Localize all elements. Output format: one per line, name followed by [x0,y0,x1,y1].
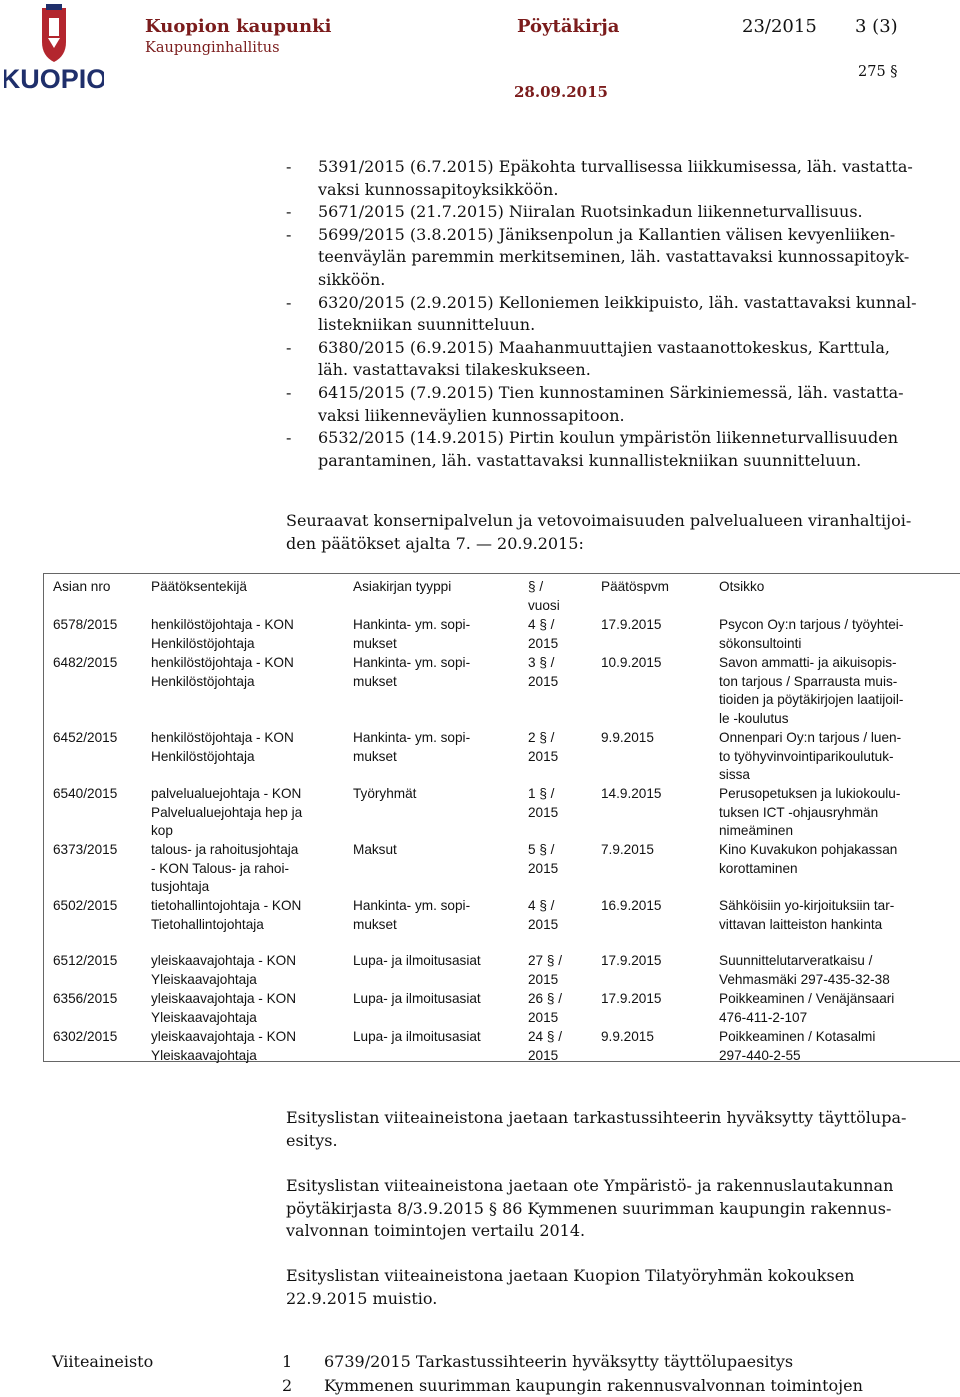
table-cell: 5 § / 2015 [528,842,559,876]
text-line: Esityslistan viiteaineistona jaetaan tarkastussihteerin hyväksytty täyttölupa- [286,1108,907,1127]
column-header: Päätöksentekijä [151,579,247,594]
table-cell: Savon ammatti- ja aikuisopis- ton tarjous / Sparrausta muis- tioiden ja pöytäkirjojen laatijoil- le -koulutus [719,655,904,726]
kuopio-logo [4,2,104,94]
list-item-text: sikköön. [318,269,386,289]
list-item [286,337,946,382]
list-item-text: läh. vastattavaksi tilakeskukseen. [318,360,591,380]
table-cell: 17.9.2015 [601,617,662,632]
table-cell: Psycon Oy:n tarjous / työyhtei- sökonsultointi [719,617,904,651]
list-dash: - [286,337,292,357]
text-line: 22.9.2015 muistio. [286,1288,438,1308]
table-cell: henkilöstöjohtaja - KON Henkilöstöjohtaja [151,617,294,651]
list-item [286,382,946,427]
column-header: Asiakirjan tyyppi [353,579,452,594]
column-header: Päätöspvm [601,579,670,594]
table-cell: yleiskaavajohtaja - KON Yleiskaavajohtaja [151,953,297,987]
table-cell: 2 § / 2015 [528,730,559,764]
list-item-text: 5699/2015 (3.8.2015) Jäniksenpolun ja Kallantien välisen kevyenliiken- [318,224,896,244]
table-cell: 6578/2015 [53,617,118,632]
organization-name: Kuopion kaupunki [145,16,332,37]
list-item [286,201,946,224]
decisions-table [43,573,960,1062]
paragraph-number: 275 § [858,64,898,80]
list-item [286,427,946,472]
footer-item-text: Kymmenen suurimman kaupungin rakennusvalvonnan toimintojen [324,1376,863,1395]
text-line: pöytäkirjasta 8/3.9.2015 § 86 Kymmenen suurimman kaupungin rakennus- [286,1198,892,1218]
table-cell: Onnenpari Oy:n tarjous / luen- to työhyvinvointiparikoulutuk- sissa [719,730,902,783]
table-cell: 6452/2015 [53,730,118,745]
paragraph-1 [286,1107,950,1152]
table-cell: 6512/2015 [53,953,118,968]
table-cell: 6373/2015 [53,842,118,857]
list-item-text: 6532/2015 (14.9.2015) Pirtin koulun ympäristön liikenneturvallisuuden [318,428,898,448]
page-number: 3 (3) [855,16,898,37]
decisions-intro [286,510,950,555]
table-cell: 17.9.2015 [601,991,662,1006]
table-cell: 16.9.2015 [601,898,662,913]
table-cell: Hankinta- ym. sopi- mukset [353,617,471,651]
table-cell: Kino Kuvakukon pohjakassan korottaminen [719,842,898,876]
table-cell: 6540/2015 [53,786,118,801]
footer-item-text: 6739/2015 Tarkastussihteerin hyväksytty täyttölupaesitys [324,1352,794,1371]
table-cell: palvelualuejohtaja - KON Palvelualuejohtaja hep ja kop [151,786,303,839]
table-cell: 4 § / 2015 [528,617,559,651]
table-cell: Hankinta- ym. sopi- mukset [353,898,471,932]
text-line: esitys. [286,1130,338,1150]
table-cell: 10.9.2015 [601,655,662,670]
table-cell: 6482/2015 [53,655,118,670]
table-cell: Sähköisiin yo-kirjoituksiin tar- vittavan laitteiston hankinta [719,898,895,932]
table-cell: Lupa- ja ilmoitusasiat [353,991,481,1006]
list-item-text: teenväylän paremmin merkitseminen, läh. vastattavaksi kunnossapitoyk- [318,247,910,267]
list-dash: - [286,428,292,448]
column-header: § / vuosi [528,579,560,613]
table-cell: 14.9.2015 [601,786,662,801]
list-item-text: vaksi kunnossapitoyksikköön. [318,179,559,199]
list-item-text: 6320/2015 (2.9.2015) Kelloniemen leikkipuisto, läh. vastattavaksi kunnal- [318,292,917,312]
table-cell: 6302/2015 [53,1029,118,1044]
table-cell: 4 § / 2015 [528,898,559,932]
list-item-text: 5671/2015 (21.7.2015) Niiralan Ruotsinkadun liikenneturvallisuus. [318,202,863,222]
table-cell: 3 § / 2015 [528,655,559,689]
document-type: Pöytäkirja [517,16,620,37]
list-dash: - [286,202,292,222]
table-cell: henkilöstöjohtaja - KON Henkilöstöjohtaja [151,655,294,689]
list-item [286,292,946,337]
table-cell: yleiskaavajohtaja - KON Yleiskaavajohtaja [151,1029,297,1063]
table-cell: 27 § / 2015 [528,953,563,987]
table-cell: Maksut [353,842,397,857]
list-item-text: vaksi liikenneväylien kunnossapitoon. [318,405,625,425]
text-line: den päätökset ajalta 7. — 20.9.2015: [286,533,584,553]
text-line: valvonnan toimintojen vertailu 2014. [286,1221,586,1241]
table-cell: Suunnittelutarveratkaisu / Vehmasmäki 297-435-32-38 [719,953,890,987]
table-cell: tietohallintojohtaja - KON Tietohallintojohtaja [151,898,302,932]
table-cell: 24 § / 2015 [528,1029,563,1063]
table-cell: yleiskaavajohtaja - KON Yleiskaavajohtaja [151,991,297,1025]
table-cell: 26 § / 2015 [528,991,563,1025]
footer-label: Viiteaineisto [52,1352,154,1371]
table-cell: Poikkeaminen / Venäjänsaari 476-411-2-107 [719,991,895,1025]
table-cell: Työryhmät [353,786,417,801]
column-header: Otsikko [719,579,765,594]
table-cell: henkilöstöjohtaja - KON Henkilöstöjohtaja [151,730,294,764]
meeting-date: 28.09.2015 [514,83,608,101]
table-cell: 1 § / 2015 [528,786,559,820]
table-cell: Lupa- ja ilmoitusasiat [353,953,481,968]
list-dash: - [286,382,292,402]
list-item-text: 5391/2015 (6.7.2015) Epäkohta turvallisessa liikkumisessa, läh. vastatta- [318,157,913,176]
document-number: 23/2015 [742,16,817,37]
list-item-text: listekniikan suunnitteluun. [318,315,536,335]
table-cell: 17.9.2015 [601,953,662,968]
logo-wordmark: KUOPIO [4,64,104,94]
table-cell: Poikkeaminen / Kotasalmi 297-440-2-55 [719,1029,876,1063]
table-cell: talous- ja rahoitusjohtaja - KON Talous- ja rahoi- tusjohtaja [151,842,299,895]
list-item-text: parantaminen, läh. vastattavaksi kunnallistekniikan suunnitteluun. [318,450,862,470]
table-cell: 7.9.2015 [601,842,654,857]
table-cell: Perusopetuksen ja lukiokoulu- tuksen ICT -ohjausryhmän nimeäminen [719,786,901,839]
table-cell: Hankinta- ym. sopi- mukset [353,655,471,689]
column-header: Asian nro [53,579,111,594]
table-cell: 9.9.2015 [601,730,654,745]
list-item [286,156,946,201]
text-line: Esityslistan viiteaineistona jaetaan Kuopion Tilatyöryhmän kokouksen [286,1266,855,1285]
table-cell: Hankinta- ym. sopi- mukset [353,730,471,764]
table-cell: 9.9.2015 [601,1029,654,1044]
paragraph-2 [286,1175,950,1243]
case-list [286,156,946,472]
table-cell: 6356/2015 [53,991,118,1006]
list-item-text: 6380/2015 (6.9.2015) Maahanmuuttajien vastaanottokeskus, Karttula, [318,337,890,357]
list-dash: - [286,157,292,176]
footer-item-number: 1 [282,1352,293,1371]
body-name: Kaupunginhallitus [145,40,280,56]
table-cell: 6502/2015 [53,898,118,913]
list-item-text: 6415/2015 (7.9.2015) Tien kunnostaminen Särkiniemessä, läh. vastatta- [318,382,904,402]
text-line: Esityslistan viiteaineistona jaetaan ote Ympäristö- ja rakennuslautakunnan [286,1176,894,1195]
list-item [286,224,946,292]
table-cell: Lupa- ja ilmoitusasiat [353,1029,481,1044]
footer-item-number: 2 [282,1376,293,1395]
list-dash: - [286,292,292,312]
list-dash: - [286,224,292,244]
text-line: Seuraavat konsernipalvelun ja vetovoimaisuuden palvelualueen viranhaltijoi- [286,511,912,530]
paragraph-3 [286,1265,950,1310]
